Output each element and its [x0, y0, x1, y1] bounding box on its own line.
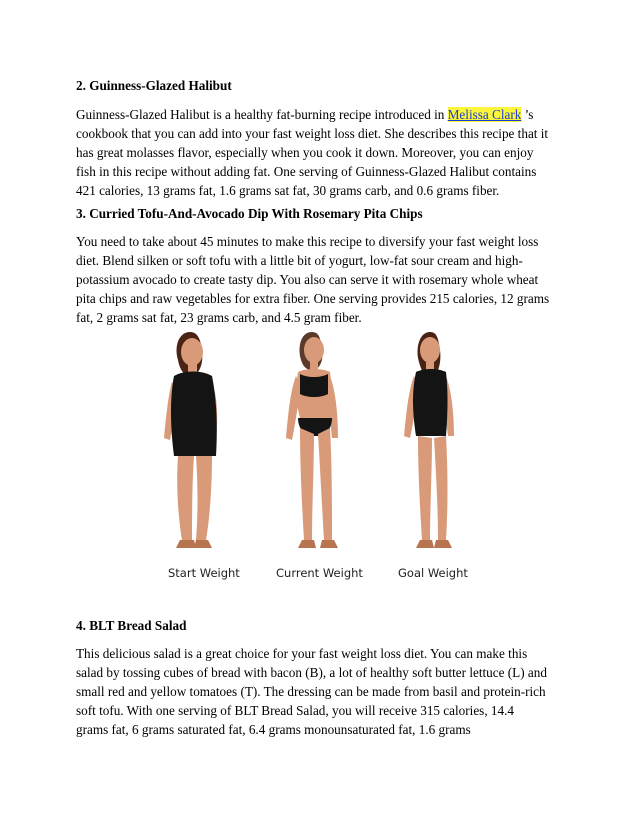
current-weight-figure: [286, 332, 338, 548]
caption-start-weight: Start Weight: [168, 566, 240, 580]
author-link[interactable]: Melissa Clark: [447, 107, 522, 122]
text-span: ’s: [521, 107, 534, 122]
paragraph-halibut: [76, 105, 572, 200]
paragraph-tofu-dip: [76, 232, 572, 327]
text-line: grams fat, 6 grams saturated fat, 6.4 grams monounsaturated fat, 1.6 grams: [76, 722, 471, 737]
start-weight-figure: [164, 332, 217, 548]
section-heading-halibut: 2. Guinness-Glazed Halibut: [76, 78, 232, 93]
text-line: 421 calories, 13 grams fat, 1.6 grams sat fat, 30 grams carb, and 0.6 grams fiber.: [76, 183, 500, 198]
text-line: fat, 2 grams sat fat, 23 grams carb, and 4.5 gram fiber.: [76, 310, 362, 325]
text-line: [76, 105, 572, 124]
weight-figures-illustration: [160, 326, 476, 562]
text-line: salad by tossing cubes of bread with bacon (B), a lot of healthy soft butter lettuce (L) and: [76, 665, 547, 680]
text-line: potassium avocado to create tasty dip. You also can serve it with rosemary whole wheat: [76, 272, 539, 287]
text-line: fish in this recipe without adding fat. One serving of Guinness-Glazed Halibut contains: [76, 164, 537, 179]
text-line: soft tofu. With one serving of BLT Bread Salad, you will receive 315 calories, 14.4: [76, 703, 514, 718]
text-line: small red and yellow tomatoes (T). The dressing can be made from basil and protein-rich: [76, 684, 546, 699]
text-line: has great molasses flavor, especially when you cook it down. Moreover, you can enjoy: [76, 145, 534, 160]
section-heading-blt-salad: 4. BLT Bread Salad: [76, 618, 187, 633]
paragraph-blt-salad: [76, 644, 572, 739]
text-line: cookbook that you can add into your fast weight loss diet. She describes this recipe that it: [76, 126, 549, 141]
text-span: Guinness-Glazed Halibut is a healthy fat-burning recipe introduced in: [76, 107, 448, 122]
text-line: This delicious salad is a great choice for your fast weight loss diet. You can make this: [76, 646, 528, 661]
text-line: pita chips and raw vegetables for extra fiber. One serving provides 215 calories, 12 grams: [76, 291, 550, 306]
text-line: diet. Blend silken or soft tofu with a little bit of yogurt, low-fat sour cream and high-: [76, 253, 523, 268]
section-heading-tofu-dip: 3. Curried Tofu-And-Avocado Dip With Rosemary Pita Chips: [76, 206, 423, 221]
caption-current-weight: Current Weight: [276, 566, 363, 580]
goal-weight-figure: [404, 332, 454, 548]
text-line: You need to take about 45 minutes to make this recipe to diversify your fast weight loss: [76, 234, 539, 249]
weight-progress-figure: [160, 326, 476, 588]
caption-goal-weight: Goal Weight: [398, 566, 468, 580]
